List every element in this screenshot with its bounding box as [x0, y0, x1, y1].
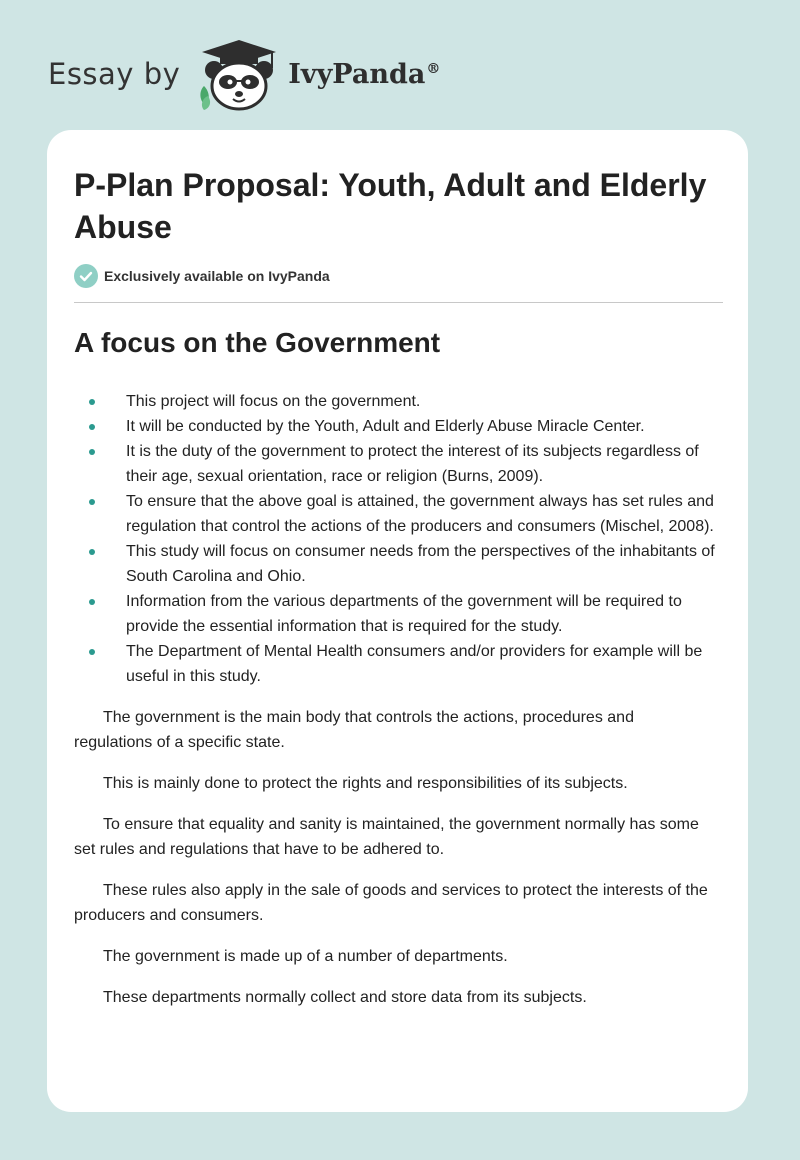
exclusive-label: Exclusively available on IvyPanda [104, 268, 330, 284]
paragraph: This is mainly done to protect the rights and responsibilities of its subjects. [103, 775, 628, 792]
paragraph: To ensure that equality and sanity is maintained, the government normally has some set rules and regulations that have to be adhered to. [74, 816, 699, 858]
divider [74, 302, 723, 303]
list-item: It will be conducted by the Youth, Adult and Elderly Abuse Miracle Center. [74, 414, 722, 439]
paragraph: The government is the main body that controls the actions, procedures and regulations of a specific state. [74, 709, 634, 751]
list-item: The Department of Mental Health consumers and/or providers for example will be useful in this study. [74, 639, 722, 689]
paragraph: The government is made up of a number of departments. [103, 948, 508, 965]
brand-name: IvyPanda® [288, 58, 441, 90]
list-item: To ensure that the above goal is attained, the government always has set rules and regulation that control the actions of the producers and consumers (Mischel, 2008). [74, 489, 722, 539]
list-item: This study will focus on consumer needs from the perspectives of the inhabitants of South Carolina and Ohio. [74, 539, 722, 589]
section-title: A focus on the Government [74, 327, 441, 358]
list-item: It is the duty of the government to protect the interest of its subjects regardless of their age, sexual orientation, race or religion (Burns, 2009). [74, 439, 722, 489]
page-title: P-Plan Proposal: Youth, Adult and Elderly Abuse [74, 167, 707, 245]
list-item: This project will focus on the government. [74, 389, 722, 414]
list-item: Information from the various departments of the government will be required to provide the essential information that is required for the study. [74, 589, 722, 639]
check-circle-icon [74, 264, 98, 288]
essay-by-label: Essay by [48, 57, 181, 91]
site-header [48, 34, 440, 114]
bullet-list [74, 389, 722, 689]
exclusive-badge [74, 264, 722, 288]
essay-card [47, 130, 748, 1112]
panda-graduate-icon [196, 36, 282, 112]
paragraph: These rules also apply in the sale of goods and services to protect the interests of the producers and consumers. [74, 882, 708, 924]
paragraph: These departments normally collect and store data from its subjects. [103, 989, 587, 1006]
body-text [74, 705, 722, 1010]
